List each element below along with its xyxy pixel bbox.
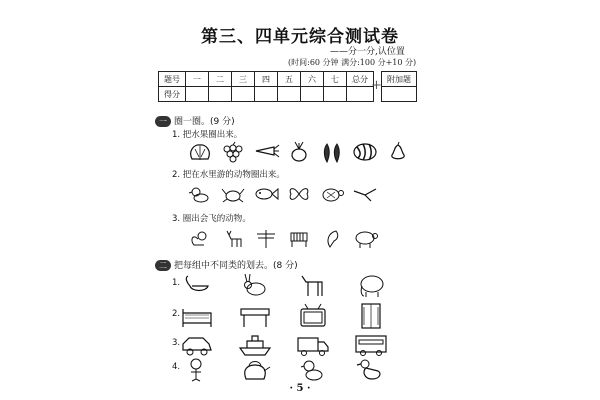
table-icon[interactable] [238,303,272,329]
score-cell: 六 [301,72,324,87]
chick-icon[interactable] [296,357,330,383]
squirrel-icon[interactable] [186,227,214,249]
deer-icon[interactable] [219,227,247,249]
section-badge: 二 [155,260,171,271]
section-title: 把每组中不同类的划去。(8 分) [174,261,298,271]
bus-icon[interactable] [354,332,388,358]
score-cell: 二 [209,72,232,87]
fruit-row [186,141,417,163]
score-cell: 五 [278,72,301,87]
sheep-icon[interactable] [351,227,379,249]
plus-sign: + [371,78,382,93]
radish-icon[interactable] [285,141,313,163]
truck-icon[interactable] [296,332,330,358]
score-cell-total: 总分 [347,72,374,87]
question-1: 1. 把水果圈出来。 [172,130,243,140]
watermelon-icon[interactable] [351,141,379,163]
bonus-input-cell[interactable] [382,87,417,102]
score-cell: 四 [255,72,278,87]
score-value-row [159,87,374,102]
question-2: 2. 把在水里游的动物圈出来。 [172,170,285,180]
crab-icon[interactable] [219,183,247,205]
score-table [158,71,374,102]
score-input-cell[interactable] [324,87,347,102]
score-input-cell[interactable] [209,87,232,102]
score-header-row [159,72,374,87]
score-input-cell[interactable] [232,87,255,102]
score-input-cell[interactable] [301,87,324,102]
page-subtitle: ——分一分,认位置 [330,47,405,57]
fish-icon[interactable] [252,183,280,205]
car-icon[interactable] [180,332,214,358]
time-score-info: (时间:60 分钟 满分:100 分+10 分) [288,58,417,67]
turtle-icon[interactable] [318,183,346,205]
group-1-row [180,272,412,298]
zebra-icon[interactable] [285,227,313,249]
score-row-label: 得分 [159,87,186,102]
monkey-icon[interactable] [180,357,214,383]
butterfly-icon[interactable] [285,183,313,205]
score-cell-label: 题号 [159,72,186,87]
swallow-icon[interactable] [351,183,379,205]
pepper-icon[interactable] [318,141,346,163]
carrot-icon[interactable] [252,141,280,163]
pear-icon[interactable] [384,141,412,163]
score-input-cell[interactable] [186,87,209,102]
group-3-row [180,332,412,358]
kettle-icon[interactable] [238,357,272,383]
parrot-icon[interactable] [318,227,346,249]
water-animals-row [186,183,384,205]
dragonfly-icon[interactable] [252,227,280,249]
group-label: 3. [172,338,181,348]
group-2-row [180,303,412,329]
rabbit-icon[interactable] [238,272,272,298]
cabbage-icon[interactable] [186,141,214,163]
wardrobe-icon[interactable] [354,303,388,329]
grapes-icon[interactable] [219,141,247,163]
score-cell: 三 [232,72,255,87]
group-4-row [180,357,412,383]
score-input-cell[interactable] [347,87,374,102]
tv-icon[interactable] [296,303,330,329]
group-label: 2. [172,309,181,319]
page-title: 第三、四单元综合测试卷 [201,27,399,47]
group-label: 1. [172,278,181,288]
section-badge: 一 [155,116,171,127]
horse-icon[interactable] [296,272,330,298]
elephant-icon[interactable] [354,272,388,298]
ship-icon[interactable] [238,332,272,358]
section-one-heading [155,114,235,127]
section-title: 圈一圈。(9 分) [174,117,235,127]
flying-animals-row [186,227,384,249]
score-input-cell[interactable] [278,87,301,102]
bed-icon[interactable] [180,303,214,329]
bonus-label: 附加题 [382,72,417,87]
score-cell: 七 [324,72,347,87]
score-cell: 一 [186,72,209,87]
bird-icon[interactable] [186,183,214,205]
page-number: · 5 · [289,383,311,394]
question-3: 3. 圈出会飞的动物。 [172,214,251,224]
swan-icon[interactable] [180,272,214,298]
group-label: 4. [172,362,181,372]
duck-icon[interactable] [354,357,388,383]
score-input-cell[interactable] [255,87,278,102]
bonus-table [381,71,417,102]
section-two-heading [155,258,298,271]
